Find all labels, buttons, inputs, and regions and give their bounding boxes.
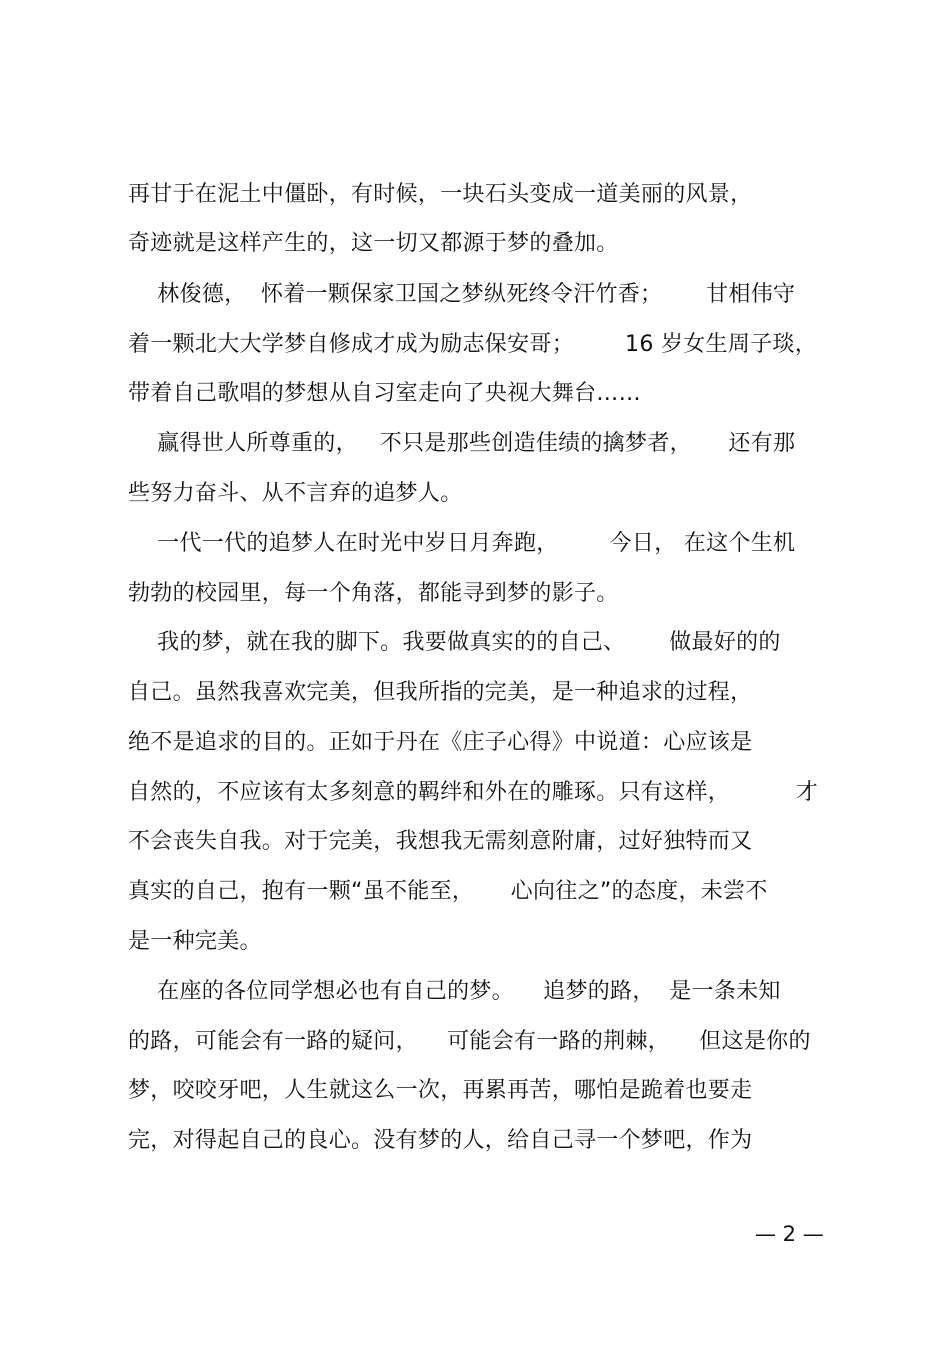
text-line: 自然的，不应该有太多刻意的羁绊和外在的雕琢。只有这样， 才 <box>128 780 819 805</box>
text-line: 绝不是追求的目的。正如于丹在《庄子心得》中说道：心应该是 <box>128 730 753 755</box>
text-line: 奇迹就是这样产生的，这一切又都源于梦的叠加。 <box>128 231 619 256</box>
text-line: 带着自己歌唱的梦想从自习室走向了央视大舞台…… <box>128 381 641 406</box>
text-line: 是一种完美。 <box>128 929 262 954</box>
text-line: 一代一代的追梦人在时光中岁日月奔跑， 今日， 在这个生机 <box>128 531 796 556</box>
text-line: 勃勃的校园里，每一个角落，都能寻到梦的影子。 <box>128 581 619 606</box>
text-line: 再甘于在泥土中僵卧，有时候，一块石头变成一道美丽的风景， <box>128 182 753 207</box>
text-line: 着一颗北大大学梦自修成才成为励志保安哥； 16 岁女生周子琰， <box>128 332 818 357</box>
text-line: 自己。虽然我喜欢完美，但我所指的完美，是一种追求的过程， <box>128 680 753 705</box>
text-line: 在座的各位同学想必也有自己的梦。 追梦的路， 是一条未知 <box>128 979 781 1004</box>
text-line: 真实的自己，抱有一颗“虽不能至， 心向往之”的态度，未尝不 <box>128 879 768 904</box>
text-line: 梦，咬咬牙吧，人生就这么一次，再累再苦，哪怕是跪着也要走 <box>128 1078 753 1103</box>
text-line: 些努力奋斗、从不言弃的追梦人。 <box>128 481 463 506</box>
text-line: 的路，可能会有一路的疑问， 可能会有一路的荆棘， 但这是你的 <box>128 1029 811 1054</box>
text-line: 林俊德， 怀着一颗保家卫国之梦纵死终令汗竹香； 甘相伟守 <box>128 282 796 307</box>
page-number: — 2 — <box>755 1222 824 1246</box>
text-line: 赢得世人所尊重的， 不只是那些创造佳绩的擒梦者， 还有那 <box>128 431 796 456</box>
text-line: 完，对得起自己的良心。没有梦的人，给自己寻一个梦吧，作为 <box>128 1128 753 1153</box>
text-line: 我的梦，就在我的脚下。我要做真实的的自己、 做最好的的 <box>128 630 781 655</box>
text-line: 不会丧失自我。对于完美，我想我无需刻意附庸，过好独特而又 <box>128 829 753 854</box>
